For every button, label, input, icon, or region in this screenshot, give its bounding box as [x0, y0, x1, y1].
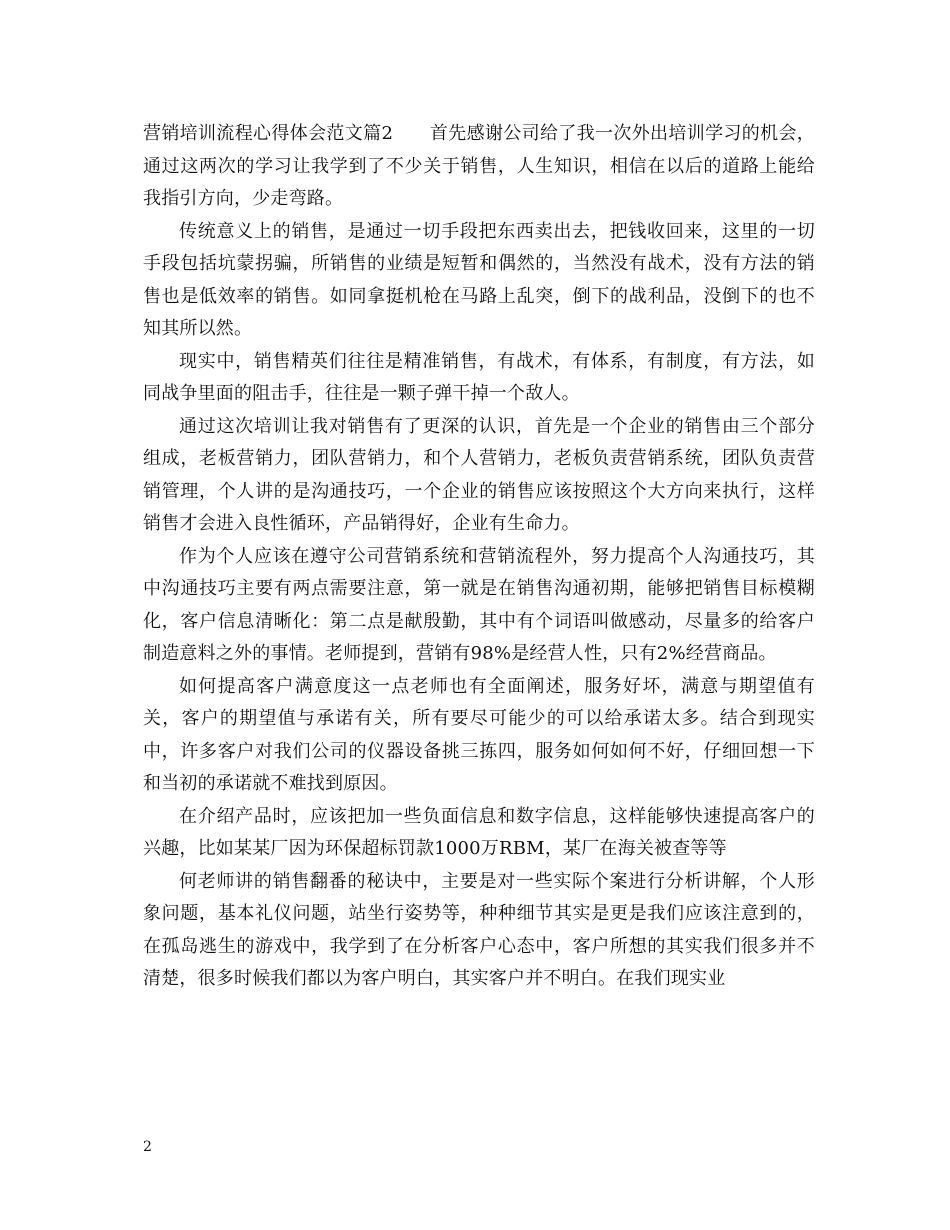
- paragraph-2: 传统意义上的销售，是通过一切手段把东西卖出去，把钱收回来，这里的一切手段包括坑蒙拐骗，所销售的业绩是短暂和偶然的，当然没有战术，没有方法的销售也是低效率的销售。如同拿挺机枪在马路上乱突，倒下的战利品，没倒下的也不知其所以然。: [143, 220, 815, 339]
- page-number: 2: [143, 1139, 152, 1155]
- paragraph-1: 营销培训流程心得体会范文篇2 首先感谢公司给了我一次外出培训学习的机会，通过这两次的学习让我学到了不少关于销售，人生知识，相信在以后的道路上能给我指引方向，少走弯路。: [143, 123, 815, 209]
- paragraph-3: 现实中，销售精英们往往是精准销售，有战术，有体系，有制度，有方法，如同战争里面的阻击手，往往是一颗子弹干掉一个敌人。: [143, 350, 815, 404]
- paragraph-6: 如何提高客户满意度这一点老师也有全面阐述，服务好坏，满意与期望值有关，客户的期望值与承诺有关，所有要尽可能少的可以给承诺太多。结合到现实中，许多客户对我们公司的仪器设备挑三拣四，服务如何如何不好，仔细回想一下和当初的承诺就不难找到原因。: [143, 675, 815, 794]
- document-body: [143, 118, 815, 996]
- paragraph-4: 通过这次培训让我对销售有了更深的认识，首先是一个企业的销售由三个部分组成，老板营销力，团队营销力，和个人营销力，老板负责营销系统，团队负责营销管理，个人讲的是沟通技巧，一个企业的销售应该按照这个大方向来执行，这样销售才会进入良性循环，产品销得好，企业有生命力。: [143, 415, 815, 534]
- paragraph-7: 在介绍产品时，应该把加一些负面信息和数字信息，这样能够快速提高客户的兴趣，比如某某厂因为环保超标罚款1000万RBM，某厂在海关被查等等: [143, 805, 815, 859]
- paragraph-8: 何老师讲的销售翻番的秘诀中，主要是对一些实际个案进行分析讲解，个人形象问题，基本礼仪问题，站坐行姿势等，种种细节其实是更是我们应该注意到的，在孤岛逃生的游戏中，我学到了在分析客户心态中，客户所想的其实我们很多并不清楚，很多时候我们都以为客户明白，其实客户并不明白。在我们现实业: [143, 870, 815, 989]
- paragraph-5: 作为个人应该在遵守公司营销系统和营销流程外，努力提高个人沟通技巧，其中沟通技巧主要有两点需要注意，第一就是在销售沟通初期，能够把销售目标模糊化，客户信息清晰化：第二点是献殷勤，其中有个词语叫做感动，尽量多的给客户制造意料之外的事情。老师提到，营销有98%是经营人性，只有2%经营商品。: [143, 545, 815, 664]
